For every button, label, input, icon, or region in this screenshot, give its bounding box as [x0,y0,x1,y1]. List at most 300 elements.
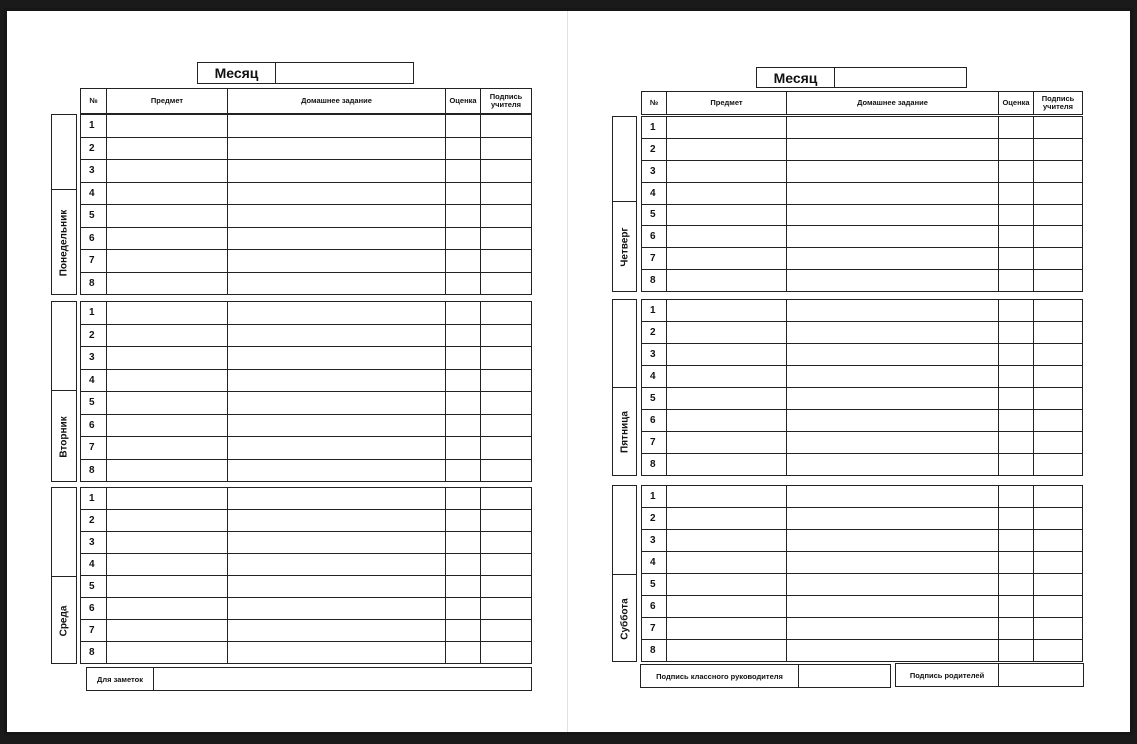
table-row [642,508,1083,530]
lesson-block-wednesday [80,487,532,664]
grade-cell[interactable] [999,322,1034,344]
signature-cell[interactable] [1034,410,1083,432]
homework-cell[interactable] [228,510,446,532]
table-row [81,115,532,138]
subject-cell[interactable] [667,388,787,410]
subject-cell[interactable] [667,574,787,596]
grade-cell[interactable] [999,508,1034,530]
lesson-number: 5 [81,576,107,598]
lesson-number: 5 [81,392,107,415]
day-thursday [612,116,637,292]
table-row [81,227,532,250]
grade-cell[interactable] [999,640,1034,662]
homework-cell[interactable] [228,115,446,138]
homework-cell[interactable] [787,182,999,204]
lesson-number: 8 [81,459,107,482]
subject-cell[interactable] [107,205,228,228]
signature-cell[interactable] [1034,344,1083,366]
table-row [81,459,532,482]
parent-signature-label: Подпись родителей [896,664,999,686]
signature-cell[interactable] [1034,204,1083,226]
table-row [81,414,532,437]
grade-cell[interactable] [999,486,1034,508]
signature-cell[interactable] [481,205,532,228]
signature-cell[interactable] [481,642,532,664]
homework-cell[interactable] [228,302,446,325]
signature-cell[interactable] [1034,117,1083,139]
homework-cell[interactable] [787,138,999,160]
grade-cell[interactable] [446,642,481,664]
month-label: Месяц [757,68,835,87]
table-row [81,510,532,532]
month-label: Месяц [198,63,276,83]
table-row [81,250,532,273]
table-row [81,620,532,642]
homework-cell[interactable] [228,642,446,664]
table-row [81,160,532,183]
lesson-number: 2 [642,508,667,530]
homework-cell[interactable] [787,486,999,508]
grade-cell[interactable] [446,620,481,642]
lesson-number: 3 [81,347,107,370]
subject-cell[interactable] [667,138,787,160]
lesson-number: 4 [642,182,667,204]
homework-cell[interactable] [787,596,999,618]
header-grade: Оценка [999,92,1034,115]
signature-cell[interactable] [1034,618,1083,640]
grade-cell[interactable] [999,618,1034,640]
homework-cell[interactable] [787,508,999,530]
signature-cell[interactable] [481,510,532,532]
table-row [81,554,532,576]
day-friday [612,299,637,476]
lesson-number: 3 [642,344,667,366]
subject-cell[interactable] [107,272,228,295]
signature-cell[interactable] [481,532,532,554]
signature-cell[interactable] [1034,270,1083,292]
grade-cell[interactable] [446,510,481,532]
signature-cell[interactable] [481,437,532,460]
grade-cell[interactable] [999,530,1034,552]
table-row [642,454,1083,476]
signature-cell[interactable] [1034,530,1083,552]
lesson-number: 3 [642,530,667,552]
subject-cell[interactable] [667,248,787,270]
grade-cell[interactable] [446,324,481,347]
subject-cell[interactable] [107,250,228,273]
signature-cell[interactable] [481,302,532,325]
subject-cell[interactable] [107,137,228,160]
table-row [642,344,1083,366]
homework-cell[interactable] [228,205,446,228]
table-row [81,205,532,228]
homework-cell[interactable] [228,414,446,437]
subject-cell[interactable] [107,347,228,370]
subject-cell[interactable] [107,488,228,510]
signature-cell[interactable] [481,347,532,370]
signature-cell[interactable] [481,414,532,437]
subject-cell[interactable] [107,227,228,250]
table-row [642,596,1083,618]
day-label: Пятница [619,411,630,453]
day-label: Вторник [58,415,70,458]
signature-cell[interactable] [1034,640,1083,662]
grade-cell[interactable] [446,437,481,460]
grade-cell[interactable] [999,270,1034,292]
subject-cell[interactable] [107,324,228,347]
header-subject: Предмет [107,89,228,114]
header-grade: Оценка [446,89,481,114]
signature-cell[interactable] [481,554,532,576]
grade-cell[interactable] [446,137,481,160]
signature-cell[interactable] [1034,182,1083,204]
homework-cell[interactable] [787,432,999,454]
grade-cell[interactable] [446,488,481,510]
signature-cell[interactable] [481,250,532,273]
subject-cell[interactable] [107,532,228,554]
table-row [81,369,532,392]
grade-cell[interactable] [446,272,481,295]
grade-cell[interactable] [999,388,1034,410]
homework-cell[interactable] [228,324,446,347]
lesson-number: 3 [642,160,667,182]
grade-cell[interactable] [446,115,481,138]
subject-cell[interactable] [107,459,228,482]
lesson-number: 1 [642,300,667,322]
grade-cell[interactable] [999,410,1034,432]
homework-cell[interactable] [228,250,446,273]
lesson-number: 8 [642,454,667,476]
lesson-number: 8 [81,272,107,295]
class-teacher-signature-field [640,664,891,688]
subject-cell[interactable] [667,410,787,432]
lesson-number: 5 [642,388,667,410]
homework-cell[interactable] [787,552,999,574]
grade-cell[interactable] [446,414,481,437]
grade-cell[interactable] [446,554,481,576]
signature-cell[interactable] [1034,596,1083,618]
lesson-number: 6 [642,226,667,248]
table-row [81,642,532,664]
grade-cell[interactable] [999,596,1034,618]
lesson-number: 4 [642,366,667,388]
day-wednesday [51,487,77,664]
subject-cell[interactable] [107,620,228,642]
lesson-number: 2 [81,324,107,347]
subject-cell[interactable] [667,270,787,292]
homework-cell[interactable] [787,226,999,248]
grade-cell[interactable] [446,302,481,325]
lesson-block-monday [80,114,532,295]
homework-cell[interactable] [787,344,999,366]
homework-cell[interactable] [787,640,999,662]
lesson-number: 4 [81,369,107,392]
grade-cell[interactable] [446,598,481,620]
homework-cell[interactable] [228,182,446,205]
lesson-number: 3 [81,532,107,554]
day-saturday [612,485,637,662]
grade-cell[interactable] [446,227,481,250]
subject-cell[interactable] [107,115,228,138]
signature-cell[interactable] [1034,574,1083,596]
lesson-number: 1 [81,302,107,325]
signature-cell[interactable] [481,459,532,482]
header-num: № [81,89,107,114]
subject-cell[interactable] [667,226,787,248]
grade-cell[interactable] [446,160,481,183]
homework-cell[interactable] [787,160,999,182]
homework-cell[interactable] [787,366,999,388]
homework-cell[interactable] [787,454,999,476]
homework-cell[interactable] [228,620,446,642]
homework-cell[interactable] [228,272,446,295]
signature-cell[interactable] [1034,248,1083,270]
subject-cell[interactable] [107,576,228,598]
table-row [81,324,532,347]
month-field [197,62,414,84]
table-row [642,300,1083,322]
signature-cell[interactable] [481,137,532,160]
table-row [81,437,532,460]
homework-cell[interactable] [787,410,999,432]
month-value[interactable] [835,68,966,87]
table-row [642,618,1083,640]
signature-cell[interactable] [1034,138,1083,160]
table-row [642,410,1083,432]
homework-cell[interactable] [228,369,446,392]
grade-cell[interactable] [999,366,1034,388]
lesson-number: 6 [81,414,107,437]
lesson-number: 5 [642,574,667,596]
grade-cell[interactable] [999,574,1034,596]
month-value[interactable] [276,63,413,83]
subject-cell[interactable] [667,300,787,322]
subject-cell[interactable] [667,530,787,552]
day-label: Суббота [619,597,630,640]
grade-cell[interactable] [446,369,481,392]
signature-cell[interactable] [481,160,532,183]
subject-cell[interactable] [107,554,228,576]
notes-field [86,667,532,691]
grade-cell[interactable] [446,182,481,205]
homework-cell[interactable] [787,300,999,322]
lesson-number: 1 [81,488,107,510]
signature-cell[interactable] [481,182,532,205]
grade-cell[interactable] [999,138,1034,160]
subject-cell[interactable] [667,322,787,344]
grade-cell[interactable] [999,432,1034,454]
signature-cell[interactable] [481,272,532,295]
table-row [642,160,1083,182]
subject-cell[interactable] [667,204,787,226]
lesson-number: 5 [642,204,667,226]
table-row [642,182,1083,204]
lesson-number: 2 [642,322,667,344]
subject-cell[interactable] [667,366,787,388]
notes-value[interactable] [154,668,531,690]
table-row [81,182,532,205]
header-signature: Подпись учителя [481,89,532,114]
signature-cell[interactable] [481,324,532,347]
subject-cell[interactable] [107,369,228,392]
subject-cell[interactable] [107,160,228,183]
grade-cell[interactable] [999,117,1034,139]
lesson-number: 7 [642,432,667,454]
lesson-number: 1 [642,486,667,508]
subject-cell[interactable] [107,598,228,620]
subject-cell[interactable] [107,510,228,532]
grade-cell[interactable] [999,182,1034,204]
table-row [642,226,1083,248]
homework-cell[interactable] [787,388,999,410]
homework-cell[interactable] [787,270,999,292]
homework-cell[interactable] [228,437,446,460]
signature-cell[interactable] [481,620,532,642]
subject-cell[interactable] [107,642,228,664]
table-row [81,532,532,554]
lesson-block-saturday [641,485,1083,662]
signature-cell[interactable] [481,369,532,392]
signature-cell[interactable] [481,115,532,138]
subject-cell[interactable] [107,182,228,205]
table-row [642,322,1083,344]
lesson-number: 6 [642,596,667,618]
subject-cell[interactable] [667,552,787,574]
homework-cell[interactable] [228,227,446,250]
signature-cell[interactable] [1034,322,1083,344]
homework-cell[interactable] [787,322,999,344]
lesson-number: 2 [642,138,667,160]
grade-cell[interactable] [999,204,1034,226]
homework-cell[interactable] [787,204,999,226]
homework-cell[interactable] [228,160,446,183]
table-row [642,248,1083,270]
class-teacher-signature-value[interactable] [799,665,890,687]
grade-cell[interactable] [999,454,1034,476]
table-row [81,598,532,620]
lesson-block-thursday [641,116,1083,292]
signature-cell[interactable] [1034,486,1083,508]
homework-cell[interactable] [228,488,446,510]
signature-cell[interactable] [481,392,532,415]
table-row [642,138,1083,160]
day-tuesday [51,301,77,482]
table-row [642,204,1083,226]
grade-cell[interactable] [999,160,1034,182]
homework-cell[interactable] [787,248,999,270]
signature-cell[interactable] [1034,552,1083,574]
subject-cell[interactable] [107,392,228,415]
grade-cell[interactable] [999,248,1034,270]
subject-cell[interactable] [667,432,787,454]
homework-cell[interactable] [228,459,446,482]
table-row [81,488,532,510]
day-monday [51,114,77,295]
homework-cell[interactable] [228,532,446,554]
signature-cell[interactable] [1034,454,1083,476]
lesson-number: 8 [81,642,107,664]
homework-cell[interactable] [228,598,446,620]
signature-cell[interactable] [1034,388,1083,410]
lesson-number: 6 [81,598,107,620]
subject-cell[interactable] [107,302,228,325]
signature-cell[interactable] [1034,160,1083,182]
grade-cell[interactable] [446,392,481,415]
subject-cell[interactable] [667,454,787,476]
grade-cell[interactable] [999,300,1034,322]
signature-cell[interactable] [1034,300,1083,322]
subject-cell[interactable] [667,117,787,139]
subject-cell[interactable] [107,437,228,460]
parent-signature-field [895,663,1084,687]
grade-cell[interactable] [999,552,1034,574]
lesson-number: 2 [81,510,107,532]
signature-cell[interactable] [1034,432,1083,454]
lesson-number: 4 [81,182,107,205]
signature-cell[interactable] [1034,508,1083,530]
table-row [81,576,532,598]
lesson-number: 2 [81,137,107,160]
lesson-block-friday [641,299,1083,476]
signature-cell[interactable] [1034,366,1083,388]
grade-cell[interactable] [999,344,1034,366]
subject-cell[interactable] [667,486,787,508]
grade-cell[interactable] [446,250,481,273]
homework-cell[interactable] [787,618,999,640]
subject-cell[interactable] [667,640,787,662]
subject-cell[interactable] [667,596,787,618]
subject-cell[interactable] [107,414,228,437]
homework-cell[interactable] [228,576,446,598]
homework-cell[interactable] [787,530,999,552]
lesson-number: 7 [81,620,107,642]
lesson-number: 6 [81,227,107,250]
signature-cell[interactable] [481,576,532,598]
subject-cell[interactable] [667,344,787,366]
grade-cell[interactable] [999,226,1034,248]
homework-cell[interactable] [787,574,999,596]
table-row [81,137,532,160]
grade-cell[interactable] [446,576,481,598]
grade-cell[interactable] [446,459,481,482]
signature-cell[interactable] [1034,226,1083,248]
lesson-number: 7 [81,437,107,460]
table-row [81,272,532,295]
subject-cell[interactable] [667,508,787,530]
signature-cell[interactable] [481,598,532,620]
grade-cell[interactable] [446,205,481,228]
homework-cell[interactable] [228,392,446,415]
lesson-number: 1 [81,115,107,138]
signature-cell[interactable] [481,227,532,250]
grade-cell[interactable] [446,347,481,370]
homework-cell[interactable] [228,554,446,576]
parent-signature-value[interactable] [999,664,1083,686]
table-row [81,392,532,415]
signature-cell[interactable] [481,488,532,510]
table-header [641,91,1083,115]
subject-cell[interactable] [667,160,787,182]
homework-cell[interactable] [787,117,999,139]
subject-cell[interactable] [667,618,787,640]
page-fold [567,11,568,732]
homework-cell[interactable] [228,137,446,160]
homework-cell[interactable] [228,347,446,370]
subject-cell[interactable] [667,182,787,204]
table-row [642,270,1083,292]
grade-cell[interactable] [446,532,481,554]
lesson-block-tuesday [80,301,532,482]
